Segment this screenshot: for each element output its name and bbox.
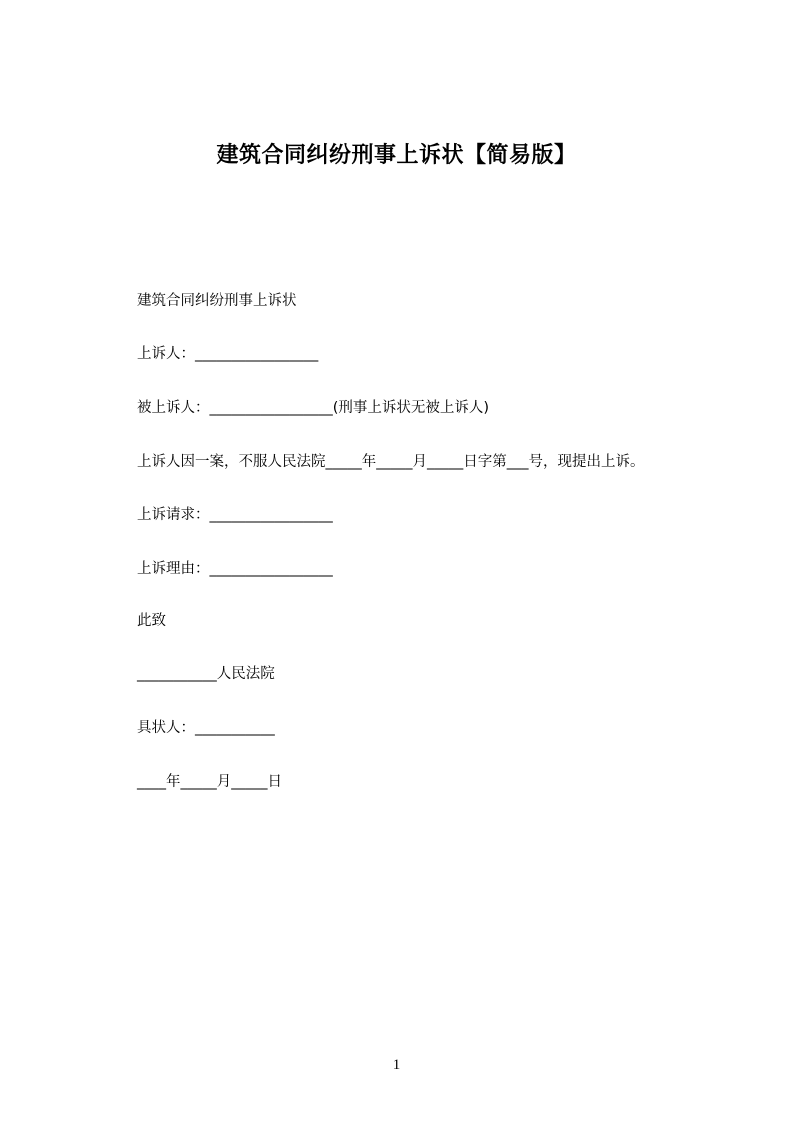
signatory-line: 具状人：___________ [137, 720, 275, 736]
date-line: ____年_____月_____日 [137, 774, 282, 790]
appeal-reason-line: 上诉理由：_________________ [137, 561, 333, 577]
appeal-request-line: 上诉请求：_________________ [137, 507, 333, 523]
document-title: 建筑合同纠纷刑事上诉状【简易版】 [216, 143, 577, 168]
appeal-statement-line: 上诉人因一案，不服人民法院_____年_____月_____日字第___号，现提出上诉。 [137, 454, 645, 470]
appellant-line: 上诉人：_________________ [137, 346, 319, 362]
subtitle-line: 建筑合同纠纷刑事上诉状 [137, 293, 297, 309]
salutation-line: 此致 [137, 613, 166, 629]
court-line: ___________人民法院 [137, 666, 275, 682]
appellee-line: 被上诉人：_________________(刑事上诉状无被上诉人) [137, 400, 490, 416]
page-number: 1 [392, 1057, 401, 1073]
